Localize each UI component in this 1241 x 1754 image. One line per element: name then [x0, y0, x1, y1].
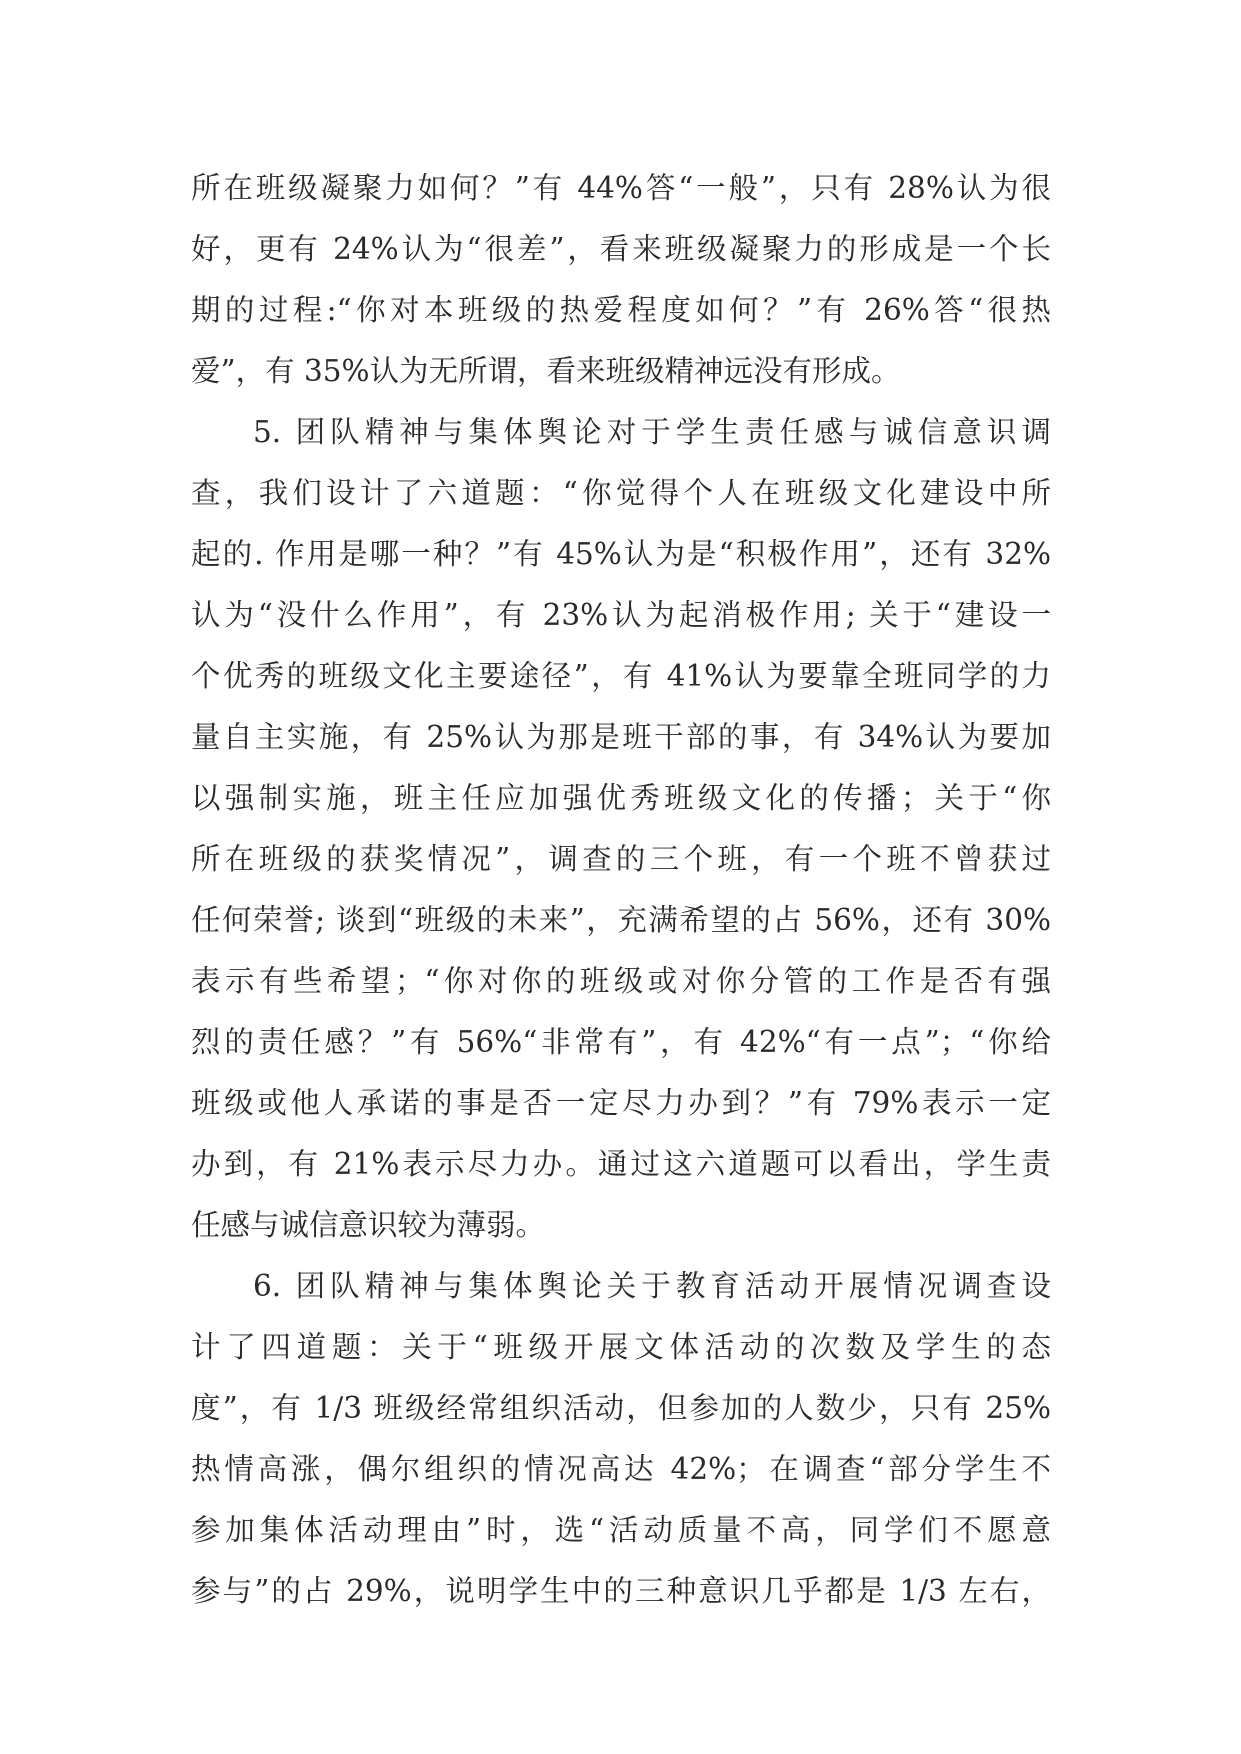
text-line: 度”，有 1/3 班级经常组织活动，但参加的人数少，只有 25%: [191, 1391, 1051, 1425]
text-line: 热情高涨，偶尔组织的情况高达 42%；在调查“部分学生不: [191, 1452, 1051, 1486]
text-line: 表示有些希望；“你对你的班级或对你分管的工作是否有强: [191, 964, 1051, 998]
text-line: 个优秀的班级文化主要途径”，有 41%认为要靠全班同学的力: [191, 659, 1051, 693]
paragraph-continuation: [191, 158, 1051, 402]
text-line: 参加集体活动理由”时，选“活动质量不高，同学们不愿意: [191, 1513, 1051, 1547]
body-text: [191, 158, 1051, 1622]
text-line: 办到，有 21%表示尽力办。通过这六道题可以看出，学生责: [191, 1147, 1051, 1181]
text-line: 班级或他人承诺的事是否一定尽力办到？”有 79%表示一定: [191, 1086, 1051, 1120]
text-line: 量自主实施，有 25%认为那是班干部的事，有 34%认为要加: [191, 720, 1051, 754]
text-line: 5. 团队精神与集体舆论对于学生责任感与诚信意识调: [253, 415, 1051, 449]
text-line: 查，我们设计了六道题：“你觉得个人在班级文化建设中所: [191, 476, 1051, 510]
text-line: 认为“没什么作用”，有 23%认为起消极作用; 关于“建设一: [191, 598, 1051, 632]
paragraph-section-6: [191, 1256, 1051, 1622]
text-line: 计了四道题：关于“班级开展文体活动的次数及学生的态: [191, 1330, 1051, 1364]
text-line: 期的过程:“你对本班级的热爱程度如何？”有 26%答“很热: [191, 293, 1051, 327]
text-line: 所在班级的获奖情况”，调查的三个班，有一个班不曾获过: [191, 842, 1051, 876]
text-line: 烈的责任感？”有 56%“非常有”，有 42%“有一点”；“你给: [191, 1025, 1051, 1059]
text-line: 起的. 作用是哪一种？”有 45%认为是“积极作用”，还有 32%: [191, 537, 1051, 571]
text-line: 参与”的占 29%，说明学生中的三种意识几乎都是 1/3 左右，: [191, 1574, 1051, 1608]
paragraph-section-5: [191, 402, 1051, 1256]
text-line: 以强制实施，班主任应加强优秀班级文化的传播；关于“你: [191, 781, 1051, 815]
text-line: 6. 团队精神与集体舆论关于教育活动开展情况调查设: [253, 1269, 1051, 1303]
text-line: 爱”，有 35%认为无所谓，看来班级精神远没有形成。: [191, 354, 901, 388]
text-line: 任感与诚信意识较为薄弱。: [191, 1208, 546, 1242]
text-line: 好，更有 24%认为“很差”，看来班级凝聚力的形成是一个长: [191, 232, 1051, 266]
text-line: 所在班级凝聚力如何？”有 44%答“一般”，只有 28%认为很: [191, 171, 1051, 205]
text-line: 任何荣誉; 谈到“班级的未来”，充满希望的占 56%，还有 30%: [191, 903, 1051, 937]
